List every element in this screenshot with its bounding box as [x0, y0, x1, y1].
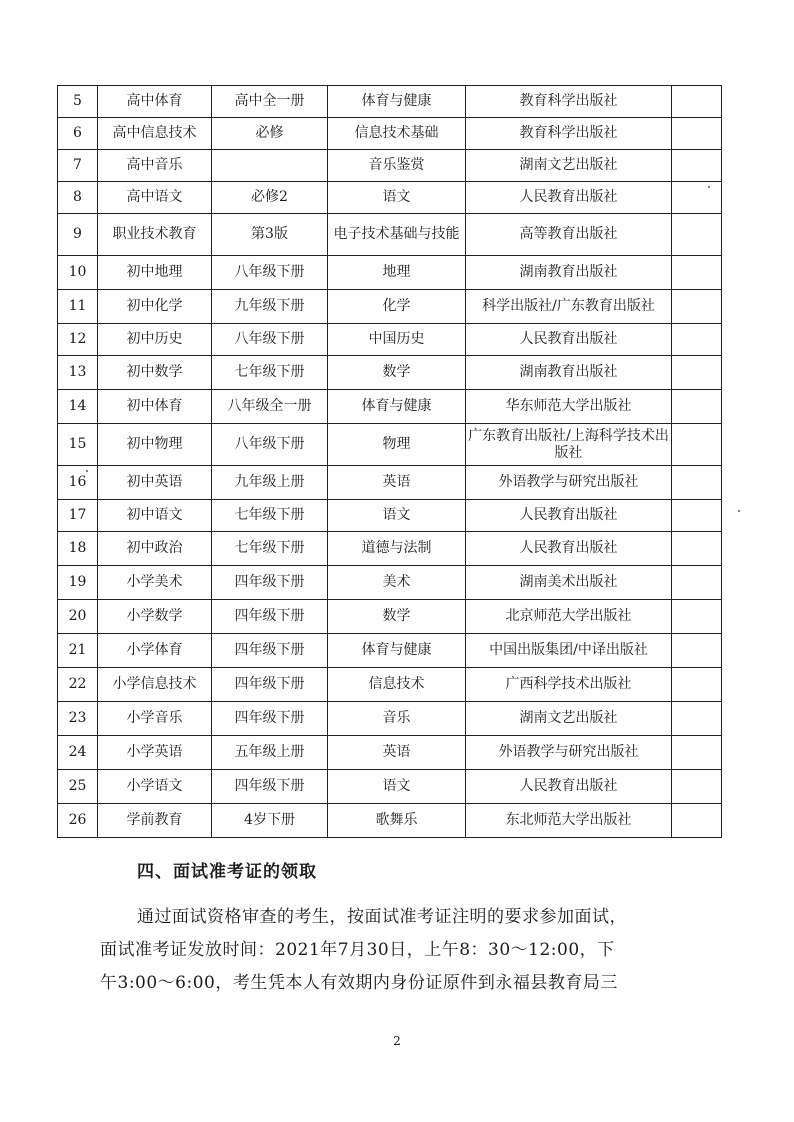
- paragraph-line-3: 午3:00～6:00，考生凭本人有效期内身份证原件到永福县教育局三: [100, 973, 618, 993]
- row-number-cell: 23: [58, 702, 98, 736]
- table-row: [58, 390, 722, 424]
- publisher-cell: 人民教育出版社: [466, 500, 672, 532]
- publisher-cell: 教育科学出版社: [466, 86, 672, 118]
- subject-cell: 小学体育: [98, 634, 212, 668]
- publisher-cell: 湖南教育出版社: [466, 356, 672, 390]
- scan-speck: [738, 510, 740, 512]
- row-number-cell: 6: [58, 118, 98, 150]
- empty-cell: [672, 256, 722, 290]
- subject-cell: 初中数学: [98, 356, 212, 390]
- publisher-cell: 高等教育出版社: [466, 214, 672, 256]
- subject-cell: 职业技术教育: [98, 214, 212, 256]
- book-cell: 美术: [328, 566, 466, 600]
- book-cell: 信息技术基础: [328, 118, 466, 150]
- volume-cell: 七年级下册: [212, 356, 328, 390]
- subject-cell: 高中体育: [98, 86, 212, 118]
- book-cell: 电子技术基础与技能: [328, 214, 466, 256]
- publisher-cell: 广东教育出版社/上海科学技术出版社: [466, 424, 672, 466]
- book-cell: 中国历史: [328, 324, 466, 356]
- empty-cell: [672, 770, 722, 804]
- empty-cell: [672, 500, 722, 532]
- textbook-table: [57, 85, 722, 838]
- table-row: [58, 736, 722, 770]
- volume-cell: 九年级下册: [212, 290, 328, 324]
- book-cell: 信息技术: [328, 668, 466, 702]
- row-number-cell: 14: [58, 390, 98, 424]
- book-cell: 地理: [328, 256, 466, 290]
- volume-cell: 八年级下册: [212, 256, 328, 290]
- empty-cell: [672, 736, 722, 770]
- table-row: [58, 256, 722, 290]
- row-number-cell: 10: [58, 256, 98, 290]
- volume-cell: 四年级下册: [212, 702, 328, 736]
- subject-cell: 小学语文: [98, 770, 212, 804]
- empty-cell: [672, 150, 722, 182]
- table-row: [58, 356, 722, 390]
- table-row: [58, 424, 722, 466]
- volume-cell: 八年级下册: [212, 424, 328, 466]
- row-number-cell: 17: [58, 500, 98, 532]
- table-row: [58, 86, 722, 118]
- volume-cell: 4岁下册: [212, 804, 328, 838]
- row-number-cell: 15: [58, 424, 98, 466]
- volume-cell: 八年级下册: [212, 324, 328, 356]
- table-row: [58, 600, 722, 634]
- subject-cell: 小学数学: [98, 600, 212, 634]
- empty-cell: [672, 356, 722, 390]
- empty-cell: [672, 466, 722, 500]
- scan-speck: [708, 186, 710, 188]
- book-cell: 语文: [328, 500, 466, 532]
- book-cell: 歌舞乐: [328, 804, 466, 838]
- row-number-cell: 16: [58, 466, 98, 500]
- subject-cell: 小学信息技术: [98, 668, 212, 702]
- book-cell: 数学: [328, 356, 466, 390]
- book-cell: 英语: [328, 466, 466, 500]
- volume-cell: 第3版: [212, 214, 328, 256]
- empty-cell: [672, 804, 722, 838]
- volume-cell: 四年级下册: [212, 634, 328, 668]
- volume-cell: 四年级下册: [212, 600, 328, 634]
- book-cell: 音乐: [328, 702, 466, 736]
- scan-speck: [86, 470, 88, 472]
- book-cell: 音乐鉴赏: [328, 150, 466, 182]
- row-number-cell: 20: [58, 600, 98, 634]
- table-row: [58, 634, 722, 668]
- subject-cell: 学前教育: [98, 804, 212, 838]
- volume-cell: 必修: [212, 118, 328, 150]
- subject-cell: 初中物理: [98, 424, 212, 466]
- publisher-cell: 人民教育出版社: [466, 532, 672, 566]
- publisher-cell: 北京师范大学出版社: [466, 600, 672, 634]
- book-cell: 道德与法制: [328, 532, 466, 566]
- volume-cell: 八年级全一册: [212, 390, 328, 424]
- empty-cell: [672, 634, 722, 668]
- paragraph-line-1: 通过面试资格审查的考生，按面试准考证注明的要求参加面试，: [137, 907, 627, 927]
- book-cell: 语文: [328, 182, 466, 214]
- subject-cell: 小学美术: [98, 566, 212, 600]
- row-number-cell: 18: [58, 532, 98, 566]
- empty-cell: [672, 214, 722, 256]
- page-number: 2: [393, 1034, 401, 1048]
- row-number-cell: 7: [58, 150, 98, 182]
- subject-cell: 初中地理: [98, 256, 212, 290]
- volume-cell: 四年级下册: [212, 668, 328, 702]
- publisher-cell: 湖南美术出版社: [466, 566, 672, 600]
- publisher-cell: 外语教学与研究出版社: [466, 736, 672, 770]
- book-cell: 体育与健康: [328, 390, 466, 424]
- volume-cell: 九年级上册: [212, 466, 328, 500]
- subject-cell: 高中语文: [98, 182, 212, 214]
- book-cell: 化学: [328, 290, 466, 324]
- row-number-cell: 11: [58, 290, 98, 324]
- row-number-cell: 9: [58, 214, 98, 256]
- empty-cell: [672, 424, 722, 466]
- publisher-cell: 人民教育出版社: [466, 770, 672, 804]
- empty-cell: [672, 600, 722, 634]
- book-cell: 体育与健康: [328, 634, 466, 668]
- volume-cell: 七年级下册: [212, 500, 328, 532]
- subject-cell: 高中音乐: [98, 150, 212, 182]
- volume-cell: 必修2: [212, 182, 328, 214]
- empty-cell: [672, 702, 722, 736]
- publisher-cell: 广西科学技术出版社: [466, 668, 672, 702]
- book-cell: 体育与健康: [328, 86, 466, 118]
- row-number-cell: 19: [58, 566, 98, 600]
- empty-cell: [672, 290, 722, 324]
- subject-cell: 小学英语: [98, 736, 212, 770]
- row-number-cell: 8: [58, 182, 98, 214]
- empty-cell: [672, 566, 722, 600]
- table-row: [58, 500, 722, 532]
- section-heading: 四、面试准考证的领取: [137, 862, 317, 882]
- subject-cell: 初中化学: [98, 290, 212, 324]
- empty-cell: [672, 390, 722, 424]
- row-number-cell: 21: [58, 634, 98, 668]
- volume-cell: 四年级下册: [212, 566, 328, 600]
- table-row: [58, 770, 722, 804]
- subject-cell: 初中政治: [98, 532, 212, 566]
- volume-cell: [212, 150, 328, 182]
- table-row: [58, 214, 722, 256]
- textbook-table-body: [58, 86, 722, 838]
- publisher-cell: 外语教学与研究出版社: [466, 466, 672, 500]
- volume-cell: 四年级下册: [212, 770, 328, 804]
- subject-cell: 初中语文: [98, 500, 212, 532]
- publisher-cell: 东北师范大学出版社: [466, 804, 672, 838]
- subject-cell: 初中英语: [98, 466, 212, 500]
- row-number-cell: 25: [58, 770, 98, 804]
- volume-cell: 七年级下册: [212, 532, 328, 566]
- publisher-cell: 教育科学出版社: [466, 118, 672, 150]
- subject-cell: 高中信息技术: [98, 118, 212, 150]
- table-row: [58, 668, 722, 702]
- row-number-cell: 5: [58, 86, 98, 118]
- table-row: [58, 532, 722, 566]
- subject-cell: 初中体育: [98, 390, 212, 424]
- volume-cell: 高中全一册: [212, 86, 328, 118]
- book-cell: 数学: [328, 600, 466, 634]
- subject-cell: 小学音乐: [98, 702, 212, 736]
- row-number-cell: 24: [58, 736, 98, 770]
- table-row: [58, 466, 722, 500]
- publisher-cell: 湖南教育出版社: [466, 256, 672, 290]
- table-row: [58, 702, 722, 736]
- subject-cell: 初中历史: [98, 324, 212, 356]
- publisher-cell: 人民教育出版社: [466, 182, 672, 214]
- table-row: [58, 566, 722, 600]
- publisher-cell: 湖南文艺出版社: [466, 150, 672, 182]
- row-number-cell: 13: [58, 356, 98, 390]
- table-row: [58, 150, 722, 182]
- empty-cell: [672, 668, 722, 702]
- publisher-cell: 中国出版集团/中译出版社: [466, 634, 672, 668]
- volume-cell: 五年级上册: [212, 736, 328, 770]
- table-row: [58, 804, 722, 838]
- empty-cell: [672, 182, 722, 214]
- empty-cell: [672, 532, 722, 566]
- book-cell: 物理: [328, 424, 466, 466]
- publisher-cell: 湖南文艺出版社: [466, 702, 672, 736]
- table-row: [58, 182, 722, 214]
- empty-cell: [672, 118, 722, 150]
- paragraph-line-2: 面试准考证发放时间：2021年7月30日，上午8：30～12:00，下: [100, 940, 615, 960]
- table-row: [58, 324, 722, 356]
- publisher-cell: 华东师范大学出版社: [466, 390, 672, 424]
- publisher-cell: 科学出版社/广东教育出版社: [466, 290, 672, 324]
- empty-cell: [672, 86, 722, 118]
- book-cell: 语文: [328, 770, 466, 804]
- empty-cell: [672, 324, 722, 356]
- row-number-cell: 26: [58, 804, 98, 838]
- publisher-cell: 人民教育出版社: [466, 324, 672, 356]
- book-cell: 英语: [328, 736, 466, 770]
- row-number-cell: 12: [58, 324, 98, 356]
- table-row: [58, 290, 722, 324]
- table-row: [58, 118, 722, 150]
- row-number-cell: 22: [58, 668, 98, 702]
